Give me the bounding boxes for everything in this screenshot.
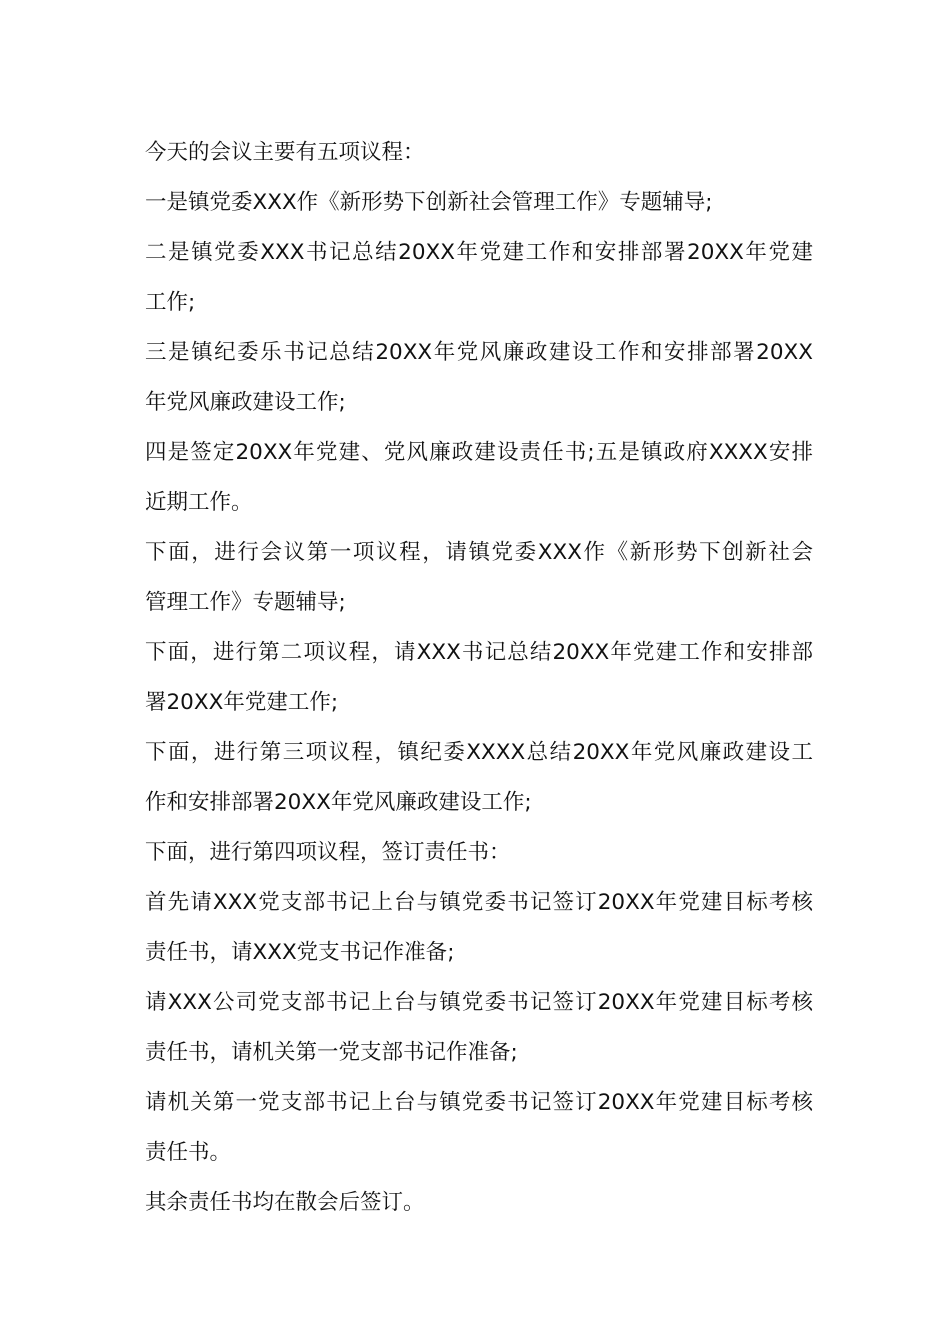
text-line-5: 三是镇纪委乐书记总结20XX年党风廉政建设工作和安排部署20XX — [145, 340, 813, 365]
text-line-22: 其余责任书均在散会后签订。 — [145, 1190, 425, 1215]
text-line-14: 作和安排部署20XX年党风廉政建设工作; — [145, 790, 532, 815]
text-line-7: 四是签定20XX年党建、党风廉政建设责任书;五是镇政府XXXX安排 — [145, 440, 813, 465]
text-line-18: 请XXX公司党支部书记上台与镇党委书记签订20XX年党建目标考核 — [145, 990, 813, 1015]
text-line-4: 工作; — [145, 290, 196, 315]
text-line-16: 首先请XXX党支部书记上台与镇党委书记签订20XX年党建目标考核 — [145, 890, 813, 915]
text-line-2: 一是镇党委XXX作《新形势下创新社会管理工作》专题辅导; — [145, 190, 713, 215]
text-line-8: 近期工作。 — [145, 490, 253, 515]
text-line-17: 责任书，请XXX党支书记作准备; — [145, 940, 455, 965]
text-line-1: 今天的会议主要有五项议程： — [145, 140, 425, 165]
text-line-3: 二是镇党委XXX书记总结20XX年党建工作和安排部署20XX年党建 — [145, 240, 813, 265]
text-line-13: 下面，进行第三项议程，镇纪委XXXX总结20XX年党风廉政建设工 — [145, 740, 813, 765]
text-line-21: 责任书。 — [145, 1140, 232, 1165]
document-body — [145, 128, 813, 1228]
text-line-10: 管理工作》专题辅导; — [145, 590, 346, 615]
text-line-15: 下面，进行第四项议程，签订责任书： — [145, 840, 511, 865]
text-line-19: 责任书，请机关第一党支部书记作准备; — [145, 1040, 518, 1065]
text-line-11: 下面，进行第二项议程，请XXX书记总结20XX年党建工作和安排部 — [145, 640, 813, 665]
text-line-20: 请机关第一党支部书记上台与镇党委书记签订20XX年党建目标考核 — [145, 1090, 813, 1115]
text-line-6: 年党风廉政建设工作; — [145, 390, 346, 415]
text-line-12: 署20XX年党建工作; — [145, 690, 339, 715]
text-line-9: 下面，进行会议第一项议程，请镇党委XXX作《新形势下创新社会 — [145, 540, 813, 565]
